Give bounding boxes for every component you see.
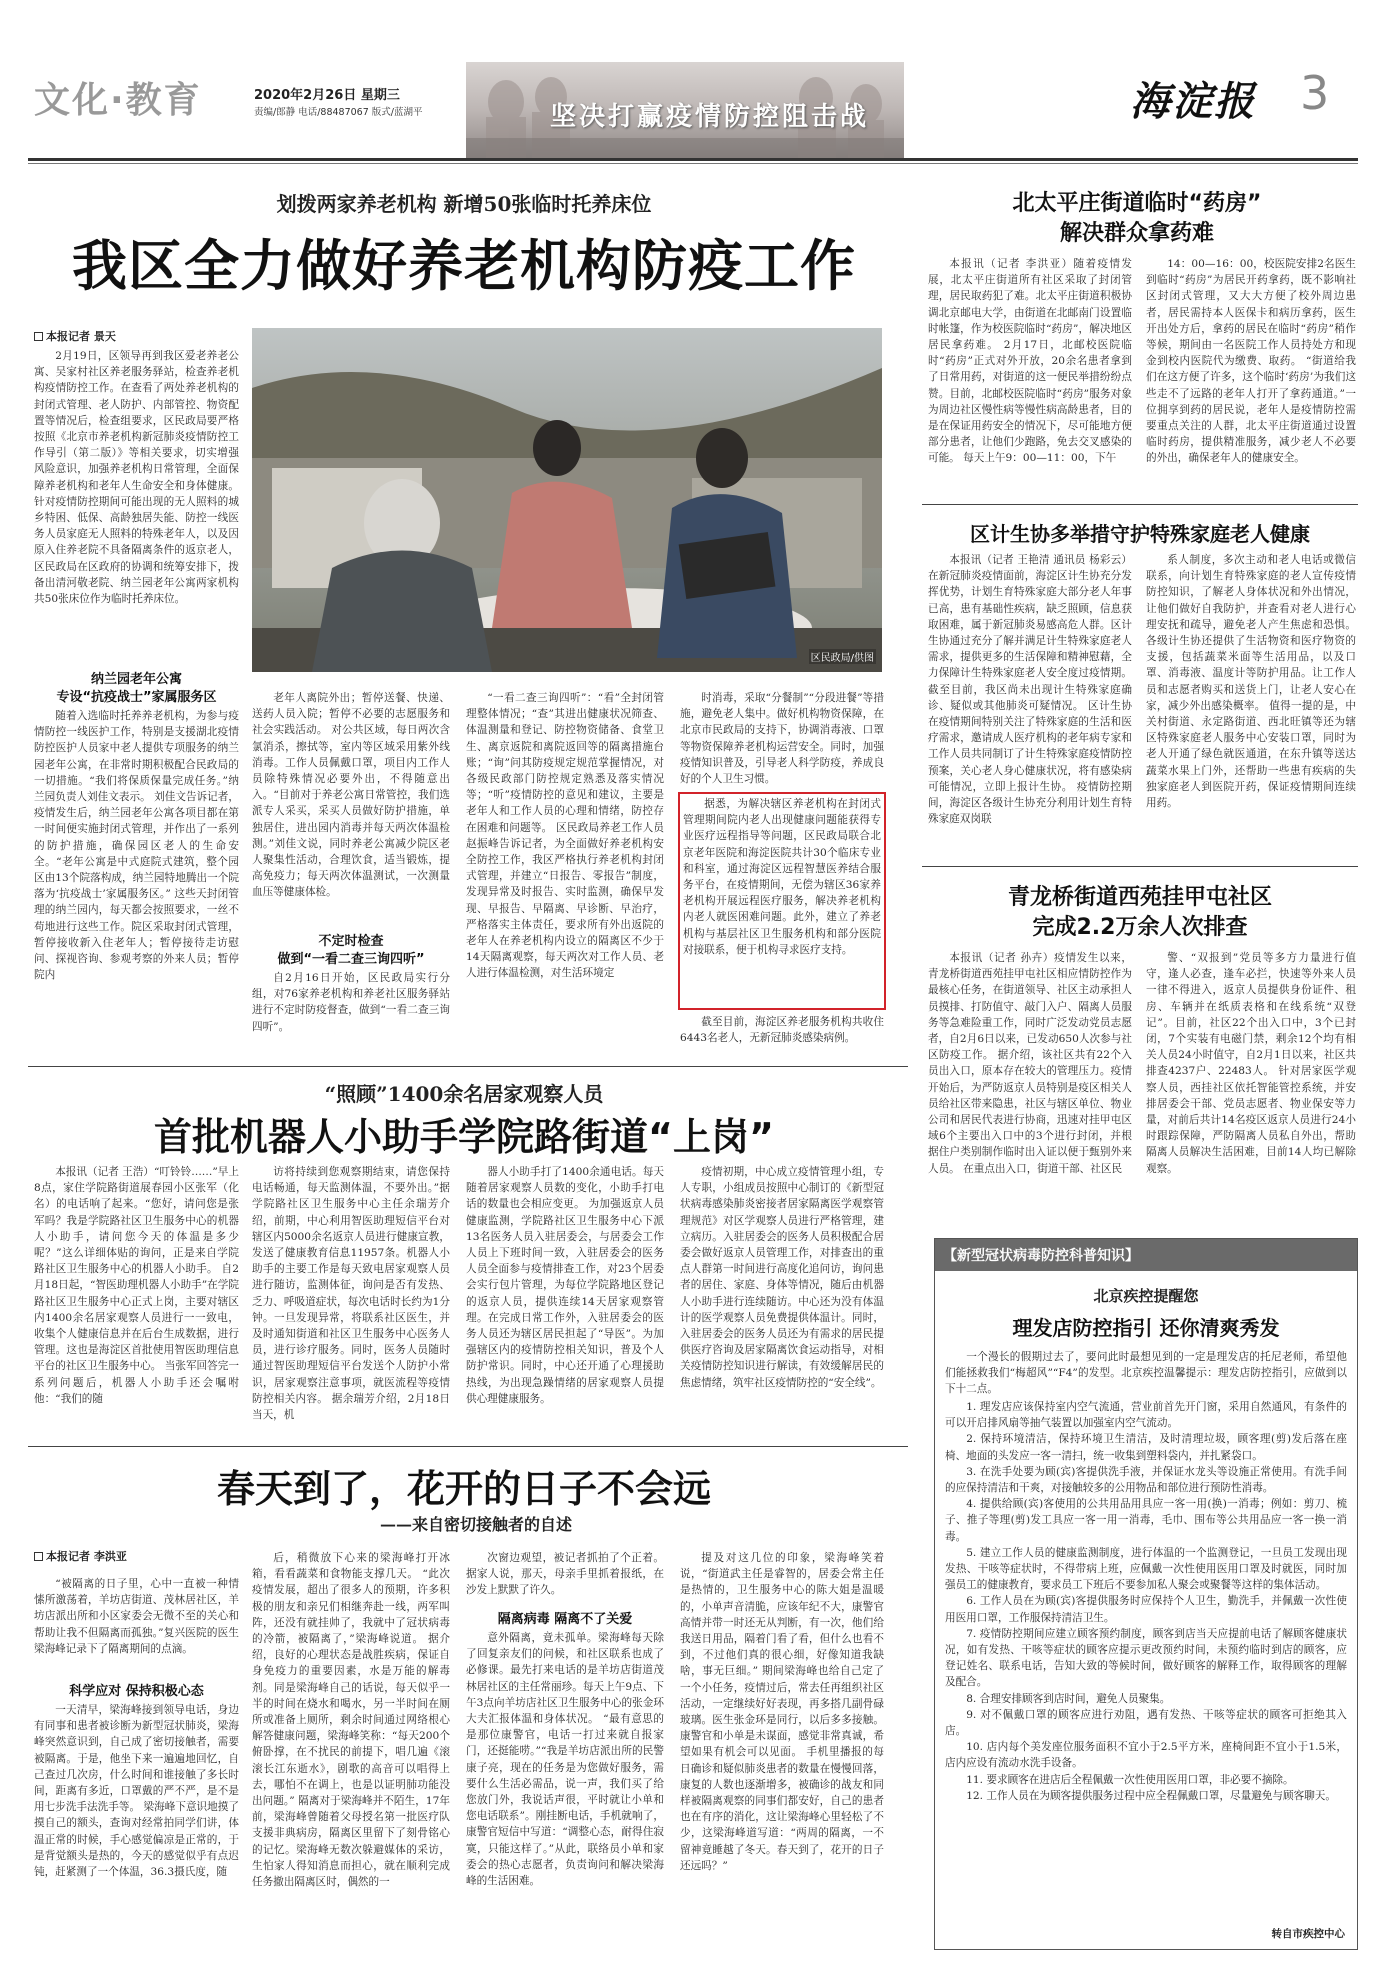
article6-col3b: 意外隔离，竟未孤单。梁海峰每天除了回复亲友们的问候，和社区联系也成了必修课。最先打来电话的是羊坊店街道茂林居社区的主任常丽珍。每天上午9点、下午3点向羊坊店社区卫生服务中心的张金环大夫汇报体温和身体状况。 “最有意思的是那位康警官，电话一打过来就自报家门，还挺能唠。”“我是羊坊店派出所的民警康子亮，现在的任务是为您做好服务，需要什么生活必需品，说一声，我们买了给您放门外，我说话声很，平时就让小单和您电话联系”。刚挂断电话，手机就响了，康警官短信中写道：“调整心态，耐得住寂寞，只能这样了。”从此，联络员小单和家委会的热心志愿者，负责询问和解决梁海峰的生活困难。 (466, 1632, 664, 1888)
article6-col4: 提及对这几位的印象，梁海峰笑着说，“街道武主任是睿智的，居委会常主任是热情的，卫生服务中心的陈大姐是温暖的，小单声音清脆，应该年纪不大，康警官高情并带一时还无从判断，有一次，他们给我送日用品，隔着门看了看，但什么也看不到，不过他们真的很心细，好像知道我缺啥，事无巨细。” 期间梁海峰也给自己定了一个小任务，疫情过后，常去任再组织社区活动，一定继续好好表现，再多搭几副骨碌玻璃。医生张金环是同行，以后多多接触。康警官和小单是未谋面，感觉非常真诚，希望如果有机会可以见面。 手机里播报的每日确诊和疑似肺炎患者的数量在慢慢回落，康复的人数也逐渐增多，被确诊的战友和同样被隔离观察的同事们都安好，自己的患者也在有序的消化，这让梁海峰心里轻松了不少，这梁海峰道写道：“两周的隔离，一不留神竟睡越了冬天。春天到了，花开的日子还远吗？” (680, 1552, 884, 1872)
tip-item: 11. 要求顾客在进店后全程佩戴一次性使用医用口罩，非必要不摘除。 (966, 1773, 1294, 1786)
article6-subtitle: ——来自密切接触者的自述 (380, 1515, 573, 1534)
article4-col1: 本报讯（记者 孙卉）疫情发生以来，青龙桥街道西苑挂甲屯社区相应情防控作为最核心任务，在街道领导、社区主动承担人员摸排、打防值守、敲门入户、隔离人员服务等急难险重工作，同时广泛发动党员志愿者，自2月6日以来，已发动650人次参与社区防疫工作。 据介绍，该社区共有22个入员出入口，原本存在较大的管理压力。疫情开始后，为严防返京人员特别是疫区相关人员给社区带来隐患，社区与辖区单位、物业公司和居民代表进行协商，迅速对挂甲屯区域6个主要出入口中的3个进行封闭，并根据住户类别制作临时出入证以便于甄别外来人员。 在重点出入口，街道干部、社区民 (928, 952, 1132, 1175)
divider (922, 504, 1358, 505)
article1-kicker: 划拨两家养老机构 新增50张临时托养床位 (276, 192, 652, 216)
tip-item: 7. 疫情防控期间应建立顾客预约制度，顾客到店当天应提前电话了解顾客健康状况，如有发热、干咳等症状的顾客应提示更改预约时间，未预约临时到店的顾客，应登记姓名、联系电话，告知大致的等候时间，做好顾客的解释工作，取得顾客的理解及配合。 (945, 1627, 1347, 1689)
tip-item: 3. 在洗手处要为顾(宾)客提供洗手液，并保证水龙头等设施正常使用。有洗手间的应保持清洁和干爽，对接触较多的公用物品和部位进行预防性消毒。 (945, 1465, 1347, 1495)
health-tips-intro: 一个漫长的假期过去了，要问此时最想见到的一定是理发店的托尼老师，希望他们能拯救我们“梅超风”“F4”的发型。北京疾控温馨提示：理发店防控指引，应做到以下十二点。 (945, 1351, 1347, 1396)
article6-byline: 本报记者 李洪亚 (34, 1548, 127, 1564)
health-tips-title: 理发店防控指引 还你清爽秀发 (1012, 1316, 1280, 1340)
photo-credit: 区民政局/供图 (809, 649, 876, 664)
article6-col2: 后，稍微放下心来的梁海峰打开冰箱，看看蔬菜和食物能支撑几天。 “此次疫情发展，超出了很多人的预期，许多积极的朋友和亲兄们相继奔赴一线，两军叫阵，还没有就挂帅了，我就中了冠状病毒的冷箭，被隔离了，”梁海峰说道。 据介绍，良好的心理状态是战胜疾病，保证自身免疫力的重要因素，水是万能的解毒剂。同是梁海峰自己的话说，每天似乎一半的时间在烧水和喝水，另一半时间在厕所或准备上厕所，剩余时间通过网络根心解答健康问题，梁海峰笑称：“每天200个俯卧撑，在不扰民的前提下，唱几遍《滚滚长江东逝水》，剧歌的高音可以唱得上去，哪怕不在调上，也是以证明肺功能没出问题。” 隔离对于梁海峰并不陌生，17年前，梁海峰曾随着父母授名第一批医疗队支援非典病房，隔离区里留下了刻骨铭心的记忆。梁海峰无数次躲避媒体的采访，生怕家人得知消息而担心，就在顺利完成任务撤出隔离区时，偶然的一 (252, 1552, 450, 1889)
article1-title: 我区全力做好养老机构防疫工作 (71, 234, 856, 298)
editors-line: 责编/郎静 电话/88487067 版式/蓝湖平 (254, 107, 423, 118)
section-title: 文化·教育 (34, 80, 202, 121)
health-tips-list (945, 1399, 1347, 1899)
article1-highlight-box: 据悉，为解决辖区养老机构在封闭式管理期间院内老人出现健康问题能获得专业医疗远程指导等问题，区民政局联合北京老年医院和海淀医院共计30个临床专业和科室，通过海淀区远程智慧医养结合服务平台，在疫情期间，无偿为辖区36家养老机构开展远程医疗服务，解决养老机构内老人就医困难问题。此外，建立了养老机构与基层社区卫生服务机构和部分医院对接联系，便于机构寻求医疗支持。 (678, 792, 886, 1010)
tip-item: 9. 对不佩戴口罩的顾客应进行劝阻，遇有发热、干咳等症状的顾客可拒绝其入店。 (945, 1708, 1347, 1738)
article6-col1b: 一天清早，梁海峰接到领导电话，身边有同事和患者被诊断为新型冠状肺炎，梁海峰突然意识到，自己成了密切接触者，需要被隔离。于是，他坐下来一遍遍地回忆，自己查过几次房，什么时间和谁接触了多长时间，距离有多近，口罩戴的严不严，是不是用七步洗手法洗手等。 梁海峰下意识地摸了摸自己的额头，查询对经常拍同学们讲，体温正常的时候，手心感觉偏凉是正常的，于是背觉额头是热的，今天的感觉似乎有点迟钝，赶紧测了一个体温，36.3摄氏度，随 (34, 1704, 239, 1879)
divider (28, 1446, 908, 1447)
divider (922, 866, 1358, 867)
article5-kicker: “照顾”1400余名居家观察人员 (324, 1082, 604, 1106)
tip-item: 1. 理发店应该保持室内空气流通，营业前首先开门窗，采用自然通风，有条件的可以开启排风扇等抽气装置以加强室内空气流动。 (945, 1401, 1347, 1430)
article2-col1: 本报讯（记者 李洪亚）随着疫情发展，北太平庄街道所有社区采取了封闭管理，居民取药犯了难。北太平庄街道积极协调北京邮电大学，由街道在北邮南门设置临时帐篷，作为校医院临时“药房”，解决地区居民拿药难。 2月17日，北邮校医院临时“药房”正式对外开放，20余名患者拿到了日常用药，对街道的这一便民举措纷纷点赞。目前，北邮校医院临时“药房”服务对象为周边社区慢性病等慢性病高龄患者，目的是在保证用药安全的情况下，尽可能地方便部分患者，让他们少跑路，免去交叉感染的可能。 每天上午9：00—11：00，下午 (928, 258, 1132, 465)
article4-title-1: 青龙桥街道西苑挂甲屯社区 (1007, 885, 1272, 910)
banner-image (466, 62, 904, 159)
byline-square-icon (34, 332, 43, 341)
article6-subhead-1: 科学应对 保持积极心态 (69, 1684, 204, 1699)
article1-subhead-1: 纳兰园老年公寓 (90, 672, 182, 687)
article3-title: 区计生协多举措守护特殊家庭老人健康 (970, 522, 1310, 546)
article4-title-2: 完成2.2万余人次排查 (1032, 915, 1248, 940)
masthead-rule-thin (28, 163, 1358, 164)
article5-col2: 访将持续到您观察期结束，请您保持电话畅通，每天监测体温，不要外出。”据学院路社区卫生服务中心主任余瑞芳介绍，前期，中心利用智医助理短信平台对辖区内5000余名返京人员进行健康宣教，发送了健康教育信息11957条。机器人小助手的主要工作是每天致电居家观察人员进行随访，监测体征，询问是否有发热、乏力、呼吸道症状，每次电话时长约为1分钟。一旦发现异常，将联系社区医生，并及时通知街道和社区卫生服务中心医务人员，进行诊疗服务。同时，医务人员随时通过智医助理短信平台发送个人防护小常识，居家观察注意事项，就医流程等疫情防控相关内容。 据余瑞芳介绍，2月18日当天，机 (252, 1166, 450, 1422)
article5-col4: 疫情初期，中心成立疫情管理小组，专人专职，小组成员按照中心制订的《新型冠状病毒感染肺炎密接者居家隔离医学观察管理规范》对区学观察人员进行严格管理，建立病历。入驻居委会的医务人员积极配合居委会做好返京人员管理工作，对排查出的重点人群第一时间进行高度化追问访，询问患者的居住、家庭、身体等情况，随后由机器人小助手进行连续随访。中心还为没有体温计的医学观察人员免费提供体温计。同时，入驻居委会的医务人员还为有需求的居民提供医疗咨询及居家隔离饮食运动指导，对相关疫情防控知识进行解读，有效缓解居民的焦虑情绪，筑牢社区疫情防控的“安全线”。 (680, 1166, 884, 1389)
article2-title-2: 解决群众拿药难 (1059, 221, 1214, 246)
health-tips-kicker: 北京疾控提醒您 (1093, 1287, 1199, 1305)
page-number: 3 (1300, 66, 1330, 120)
article1-subhead-2: 不定时检查 (318, 934, 384, 949)
article6-col3: 次窗边观望，被记者抓拍了个正着。据家人说，那天，母亲手里抓着报纸，在沙发上默默了许久。 (466, 1552, 664, 1597)
article1-subhead-1b: 专设“抗疫战士”家属服务区 (56, 690, 217, 705)
article5-title: 首批机器人小助手学院路街道“上岗” (154, 1115, 774, 1159)
article1-col3: “一看二查三询四听”：“看”全封闭管理整体情况；“查”其进出健康状况筛查、体温测量和登记、防控物资储备、食堂卫生、离京返院和离院返回等的隔离措施台账；“询”问其防疫规定规范掌握情况，对各级民政部门防控规定熟悉及落实情况等；“听”疫情防控的意见和建议，主要是老年人和工作人员的心理和情绪，防控存在困难和问题等。 区民政局养老工作人员赵振峰告诉记者，为全面做好养老机构安全防控工作，我区严格执行养老机构封闭式管理，并建立“日报告、零报告”制度，发现异常及时报告、实时监测，确保早发现、早报告、早隔离、早诊断、早治疗，严格落实主体责任，要求所有外出返院的老年人在养老机构内设立的隔离区不少于14天隔离观察，每天两次对工作人员、老人进行体温检测，对生活环境定 (466, 692, 664, 980)
article5-col1: 本报讯（记者 王浩）“叮铃铃……”早上8点，家住学院路街道展春园小区张军（化名）的电话响了起来。“您好，请问您是张军吗？我是学院路社区卫生服务中心的机器人小助手，请问您今天的体温是多少呢？”这么详细体贴的询问，正是来自学院路社区卫生服务中心的机器人小助手。 自2月18日起，“智医助理机器人小助手”在学院路社区卫生服务中心正式上岗，主要对辖区内1400余名居家观察人员进行一一致电，收集个人健康信息并在后台生成数据，进行管理。这也是海淀区首批使用智医助理信息平台的社区卫生服务中心。 当张军回答完一系列问题后，机器人小助手还会嘱咐他：“我们的随 (34, 1166, 239, 1405)
tip-item: 4. 提供给顾(宾)客使用的公共用品用具应一客一用(换)一消毒；例如：剪刀、梳子、推子等理(剪)发工具应一客一用一消毒，毛巾、围布等公共用品应一客一换一消毒。 (945, 1498, 1347, 1543)
tip-item: 6. 工作人员在为顾(宾)客提供服务时应保持个人卫生，勤洗手，并佩戴一次性使用医用口罩，工作服保持清洁卫生。 (945, 1595, 1347, 1624)
article3-col2: 系人制度，多次主动和老人电话或微信联系，向计划生育特殊家庭的老人宣传疫情防控知识，了解老人身体状况和外出情况，让他们做好自我防护，并查看对老人进行心理安抚和疏导，避免老人产生焦虑和恐惧。各级计生协还提供了生活物资和医疗物资的支援，包括蔬菜米面等生活用品，以及口罩、消毒液、温度计等防护用品。让工作人员和志愿者购买和送货上门，让老人安心在家，减少外出感染概率。 值得一提的是，中关村街道、永定路街道、西北旺镇等还为辖区特殊家庭老人服务中心安装口罩，同时为老人开通了绿色就医通道，在东升镇等送达蔬菜水果上门外，还帮助一些患有疾病的失独家庭老人到医院开药，保证疫情期间连续用药。 (1146, 554, 1356, 810)
health-tips-box (934, 1238, 1358, 1950)
article1-col4b: 截至目前，海淀区养老服务机构共收住6443名老人，无新冠肺炎感染病例。 (680, 1016, 884, 1045)
article1-col2b: 自2月16日开始，区民政局实行分组，对76家养老机构和养老社区服务驿站进行不定时防疫督查，做到“一看二查三询四听”。 (252, 972, 450, 1033)
health-tips-banner (935, 1239, 1357, 1271)
nursing-home-photo (252, 328, 882, 672)
masthead-rule (28, 158, 1358, 161)
article3-col1: 本报讯（记者 王艳清 通讯员 杨彩云）在新冠肺炎疫情面前，海淀区计生协充分发挥优势，计划生育特殊家庭大部分老人年事已高，患有基础性疾病，缺乏照顾，信息获取困难，属于新冠肺炎易感高危人群。区计生协通过充分了解并满足计生特殊家庭老人需求，提供更多的生活保障和精神慰藉，全力保障计生特殊家庭老人安全度过疫情期。截至目前，我区尚未出现计生特殊家庭确诊、疑似或其他肺炎可疑情况。 区计生协在疫情期间特别关注了特殊家庭的生活和医疗需求，邀请成人医疗机构的老年病专家和工作人员共同制订了计生特殊家庭疫情防控预案，关心老人身心健康状况，将有感染病可能情况，立即上报计生协。 疫情防控期间，海淀区各级计生协充分利用计划生育特殊家庭双岗联 (928, 554, 1132, 826)
tip-item: 12. 工作人员在为顾客提供服务过程中应全程佩戴口罩，尽量避免与顾客聊天。 (966, 1789, 1336, 1802)
article2-col2: 14：00—16：00，校医院安排2名医生到临时“药房”为居民开药拿药，既不影响社区封闭式管理，又大大方便了校外周边患者，居民需持本人医保卡和病历拿药，医生开出处方后，拿药的居民在临时“药房”稍作等候，期间由一名医院工作人员持处方和现金到校内医院代为缴费、取药。 “街道给我们在这方便了许多，这个临时‘药房’为我们这些走不了远路的老年人打开了拿药通道。”一位拥享到药的居民说，老年人是疫情防控需要重点关注的人群，北太平庄街道通过设置临时药房，提供精准服务，减少老人不必要的外出，确保老年人的健康安全。 (1146, 258, 1356, 465)
article1-photo (252, 328, 882, 672)
article6-col1: “被隔离的日子里，心中一直被一种情愫所激荡着，羊坊店街道、茂林居社区，羊坊店派出所和小区家委会无微不至的关心和帮助让我不但隔离而孤独。”复兴医院的医生梁海峰记录下了隔离期间的点滴。 (34, 1578, 239, 1655)
health-tips-source: 转自市疾控中心 (1271, 1928, 1345, 1940)
article5-col3: 器人小助手打了1400余通电话。每天随着居家观察人员数的变化，小助手打电话的数量也会相应变更。 为加强返京人员健康监测，学院路社区卫生服务中心下派13名医务人员入驻居委会，与居委会工作人员上下班时间一致，入驻居委会的医务人员全面参与疫情排查工作，对23个居委会实行包片管理，为每位学院路地区登记的返京人员，提供连续14天居家观察管理。在完成日常工作外，入驻居委会的医务人员还为辖区居民担起了“导医”。为加强辖区内的疫情防控相关知识，普及个人防护常识。同时，中心还开通了心理援助热线，为出现急躁情绪的居家观察人员提供心理健康服务。 (466, 1166, 664, 1405)
issue-date: 2020年2月26日 星期三 (254, 88, 400, 103)
byline-square-icon (34, 1552, 43, 1561)
tip-item: 2. 保持环境清洁，保持环境卫生清洁，及时清理垃圾，顾客理(剪)发后落在座椅、地面的头发应一客一清扫，统一收集到塑料袋内，并扎紧袋口。 (945, 1433, 1347, 1462)
tip-item: 5. 建立工作人员的健康监测制度，进行体温的一个监测登记，一旦员工发现出现发热、干咳等症状时，不得带病上班，应佩戴一次性使用医用口罩及时就医，同时加强员工的健康教育，要求员工下班后不要参加私人聚会或聚餐等这样的集体活动。 (945, 1546, 1347, 1592)
banner-slogan: 坚决打赢疫情防控阻击战 (550, 102, 870, 132)
article6-subhead-2: 隔离病毒 隔离不了关爱 (497, 1612, 633, 1627)
article4-col2: 警、“双报到”党员等多方力量进行值守，逢人必查，逢车必拦，快速等外来人员一律不得进入，返京人员提供身份证件、租房、车辆并在纸质表格和在线系统“双登记”。目前，社区22个出入口中，3个已封闭，7个实装有电磁门禁，剩余12个均有相关人员24小时值守，自2月1日以来，社区共排查4237户、22483人。 针对居家医学观察人员，西挂社区依托智能管控系统，并安排居委会干部、党员志愿者、物业保安等力量，对前后共计14名疫区返京人员进行24小时跟踪保障，严防隔离人员私自外出，帮助隔离人员解决生活困难，目前14人均已解除观察。 (1146, 952, 1356, 1175)
divider (28, 1066, 908, 1067)
tip-item: 10. 店内每个美发座位服务面积不宜小于2.5平方米，座椅间距不宜小于1.5米，店内应设有流动水洗手设备。 (945, 1741, 1347, 1770)
paper-name: 海淀报 (1130, 78, 1256, 125)
article1-col2: 老年人离院外出；暂停送餐、快递、送药人员入院；暂停不必要的志愿服务和社会实践活动。 对公共区域，每日两次含氯消杀，擦拭等，室内等区域采用紫外线消毒。工作人员佩戴口罩，项目内工作人员除特殊情况必要外出，不得随意出入。“目前对于养老公寓日常管控，我们选派专人采买，采买人员做好防护措施，单独居住，进出园内消毒并每天两次体温检测。”刘佳文说，同时养老公寓减少院区老人聚集性活动，合理饮食，适当锻炼，提高免疫力；每天两次体温测试，一次测量血压等健康体检。 (252, 692, 450, 899)
article2-title-1: 北太平庄街道临时“药房” (1012, 191, 1262, 216)
article1-col1b: 随着入选临时托养养老机构，为参与疫情防控一线医护工作，特别是支援湖北疫情防控医护人员家中老人提供专项服务的纳兰园老年公寓，在非常时期积极配合民政局的一切措施。“我们将保质保量完成任务。”纳兰园负责人刘佳文表示。 刘佳文告诉记者，疫情发生后，纳兰园老年公寓各项目都在第一时间便实施封闭式管理，并作出了一系列的防护措施，确保园区老人的生命安全。“老年公寓是中式庭院式建筑，整个园区由13个院落构成，纳兰园特地腾出一个院落为‘抗疫战士’家属服务区。” 这些天封闭管理的纳兰园内，每天都会按照要求，一丝不苟地进行这些工作。院区采取封闭式管理，暂停接收新入住老年人；暂停接待走访慰问、探视咨询、参观考察的外来人员；暂停院内 (34, 710, 239, 982)
article6-title: 春天到了，花开的日子不会远 (216, 1467, 711, 1511)
article1-col1: 2月19日，区领导再到我区爱老养老公寓、吴家村社区养老服务驿站，检查养老机构疫情防控工作。在查看了两处养老机构的封闭式管理、老人防护、内部管控、物资配置等情况后，检查组要求，区民政局要严格按照《北京市养老机构新冠肺炎疫情防控工作导引（第二版）》等相关要求，切实增强风险意识，加强养老机构日常管理，全面保障养老机构和老年人生命安全和身体健康。 针对疫情防控期间可能出现的无人照料的城乡特困、低保、高龄独居失能、防控一线医务人员家庭无人照料的特殊老年人，以及因原入住养老院不具备隔离条件的返京老人，区民政局在区政府的协调和统筹安排下，拨备出清河敬老院、纳兰园老年公寓两家机构共50张床位作为临时托养床位。 (34, 350, 239, 606)
health-tips-banner-text: 【新型冠状病毒防控科普知识】 (943, 1248, 1139, 1264)
tip-item: 8. 合理安排顾客到店时间，避免人员聚集。 (966, 1692, 1171, 1705)
article1-col4: 时消毒，采取“分餐制”“分段进餐”等措施，避免老人集中。做好机构物资保障，在北京市民政局的支持下，协调消毒液、口罩等物资保障养老机构运营安全。同时，加强疫情知识普及，引导老人科学防疫，养成良好的个人卫生习惯。 (680, 692, 884, 786)
article1-subhead-2b: 做到“一看二查三询四听” (277, 952, 425, 967)
article1-byline: 本报记者 景天 (34, 328, 116, 344)
